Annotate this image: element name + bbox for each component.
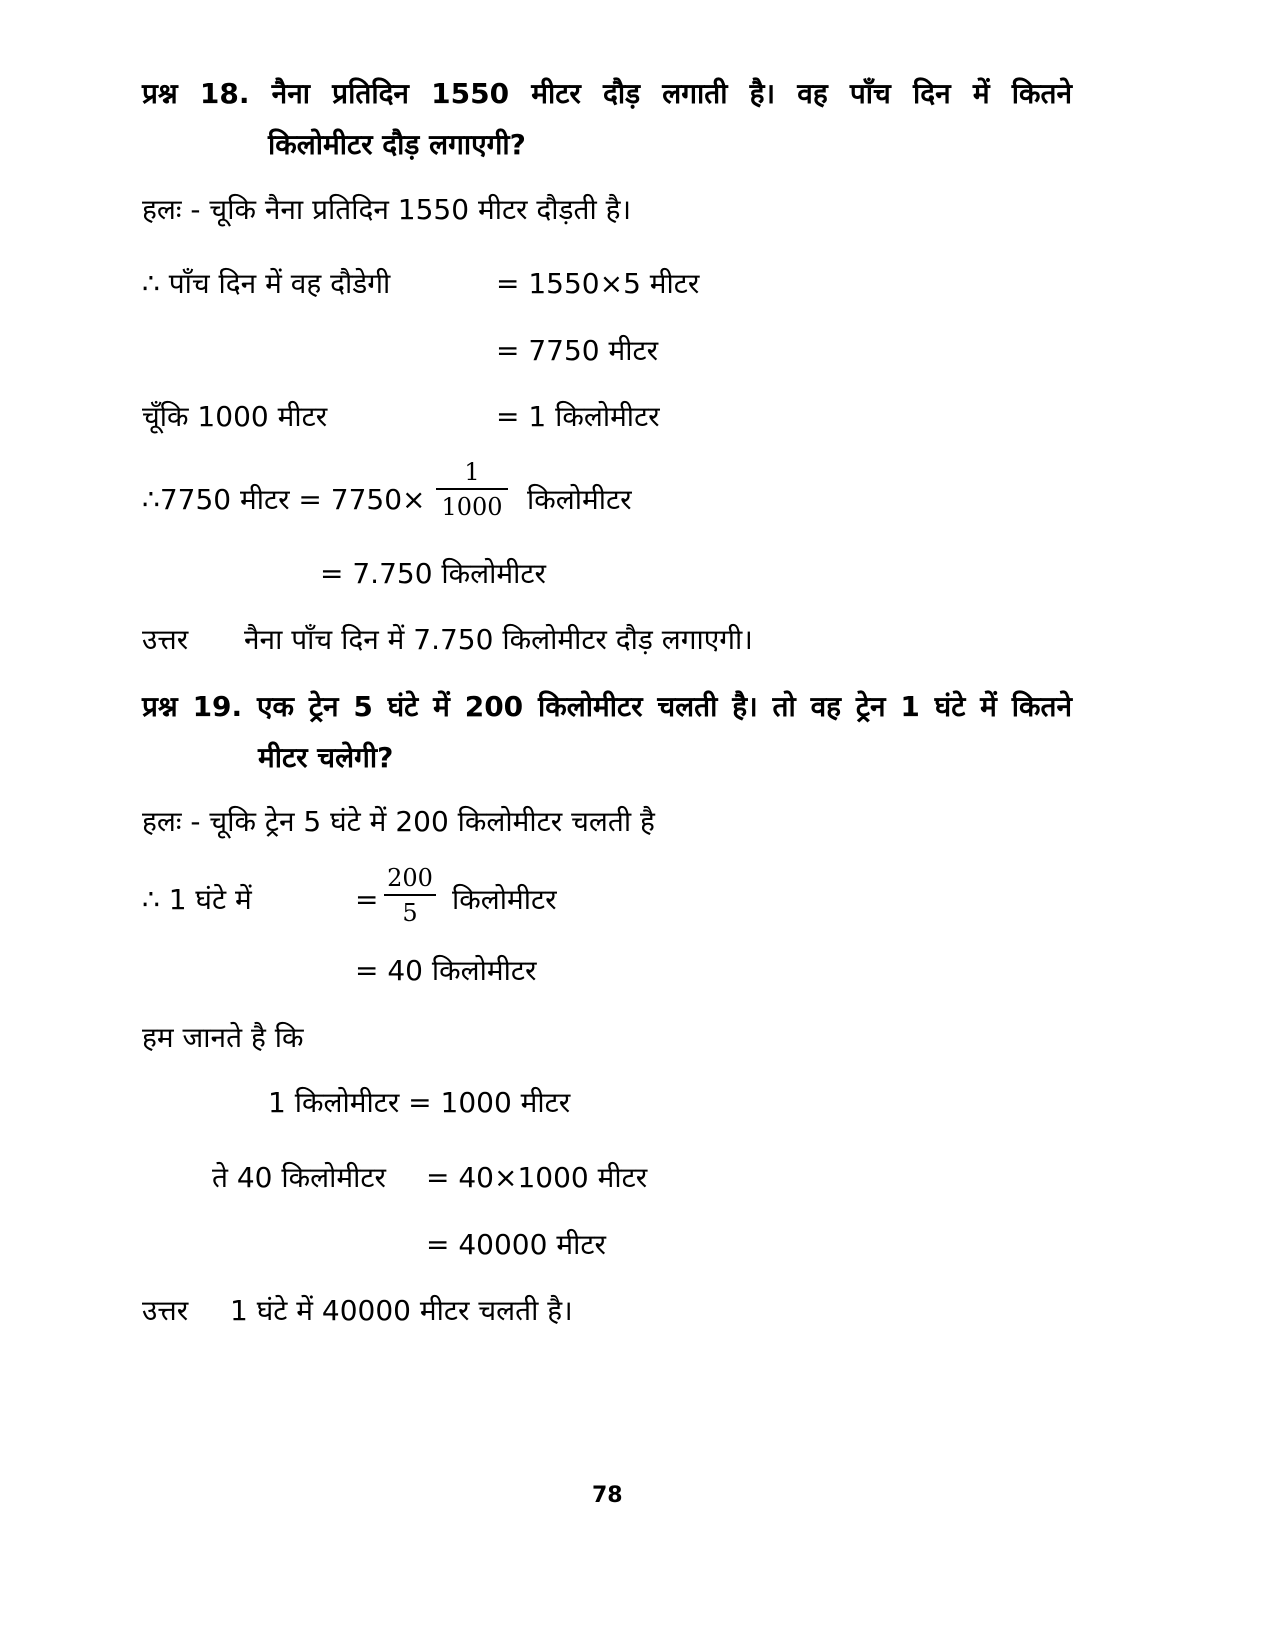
solution-19-step4-left: ते 40 किलोमीटर [212,1161,386,1194]
question-18-line1: प्रश्न 18. नैना प्रतिदिन 1550 मीटर दौड़ लगाती है। वह पाँच दिन में कितने [142,77,1072,110]
solution-18-step2: = 7750 मीटर [496,334,659,367]
fraction-1-over-1000 [436,458,508,521]
fraction-numerator: 1 [464,458,480,486]
solution-19-step3: 1 किलोमीटर = 1000 मीटर [268,1086,571,1119]
solution-18-step4-left: ∴7750 मीटर = 7750× [142,483,426,516]
answer-19-label: उत्तर [142,1294,189,1327]
page-number: 78 [592,1483,623,1508]
answer-19-text: 1 घंटे में 40000 मीटर चलती है। [230,1294,573,1327]
solution-18-step1-right: = 1550×5 मीटर [496,267,700,300]
solution-19-step4-right: = 40×1000 मीटर [426,1161,648,1194]
solution-18-intro: हलः - चूकि नैना प्रतिदिन 1550 मीटर दौड़ती है। [142,193,632,226]
fraction-numerator: 200 [387,864,433,892]
solution-18-step5: = 7.750 किलोमीटर [320,557,546,590]
question-19-line1: प्रश्न 19. एक ट्रेन 5 घंटे में 200 किलोमीटर चलती है। तो वह ट्रेन 1 घंटे में कितने [142,690,1072,723]
solution-18-step4-unit: किलोमीटर [527,483,632,516]
fraction-bar [436,488,508,490]
solution-19-step1-eq: = [355,883,379,916]
fraction-200-over-5 [384,864,436,927]
question-19-line2: मीटर चलेगी? [258,741,394,774]
solution-18-step3-right: = 1 किलोमीटर [496,400,660,433]
fraction-bar [384,894,436,896]
solution-19-step2: = 40 किलोमीटर [355,954,537,987]
solution-18-step3-left: चूँकि 1000 मीटर [142,400,328,433]
answer-18-label: उत्तर [142,623,189,656]
fraction-denominator: 5 [402,899,418,927]
solution-19-step1-left: ∴ 1 घंटे में [142,883,252,916]
answer-18-text: नैना पाँच दिन में 7.750 किलोमीटर दौड़ लगाएगी। [244,623,753,656]
solution-19-know: हम जानते है कि [142,1021,304,1054]
solution-18-step1-left: ∴ पाँच दिन में वह दौडेगी [142,267,391,300]
solution-19-intro: हलः - चूकि ट्रेन 5 घंटे में 200 किलोमीटर चलती है [142,805,655,838]
fraction-denominator: 1000 [441,493,503,521]
solution-19-step5: = 40000 मीटर [426,1228,606,1261]
question-18-line2: किलोमीटर दौड़ लगाएगी? [268,128,526,161]
solution-19-step1-unit: किलोमीटर [452,883,557,916]
